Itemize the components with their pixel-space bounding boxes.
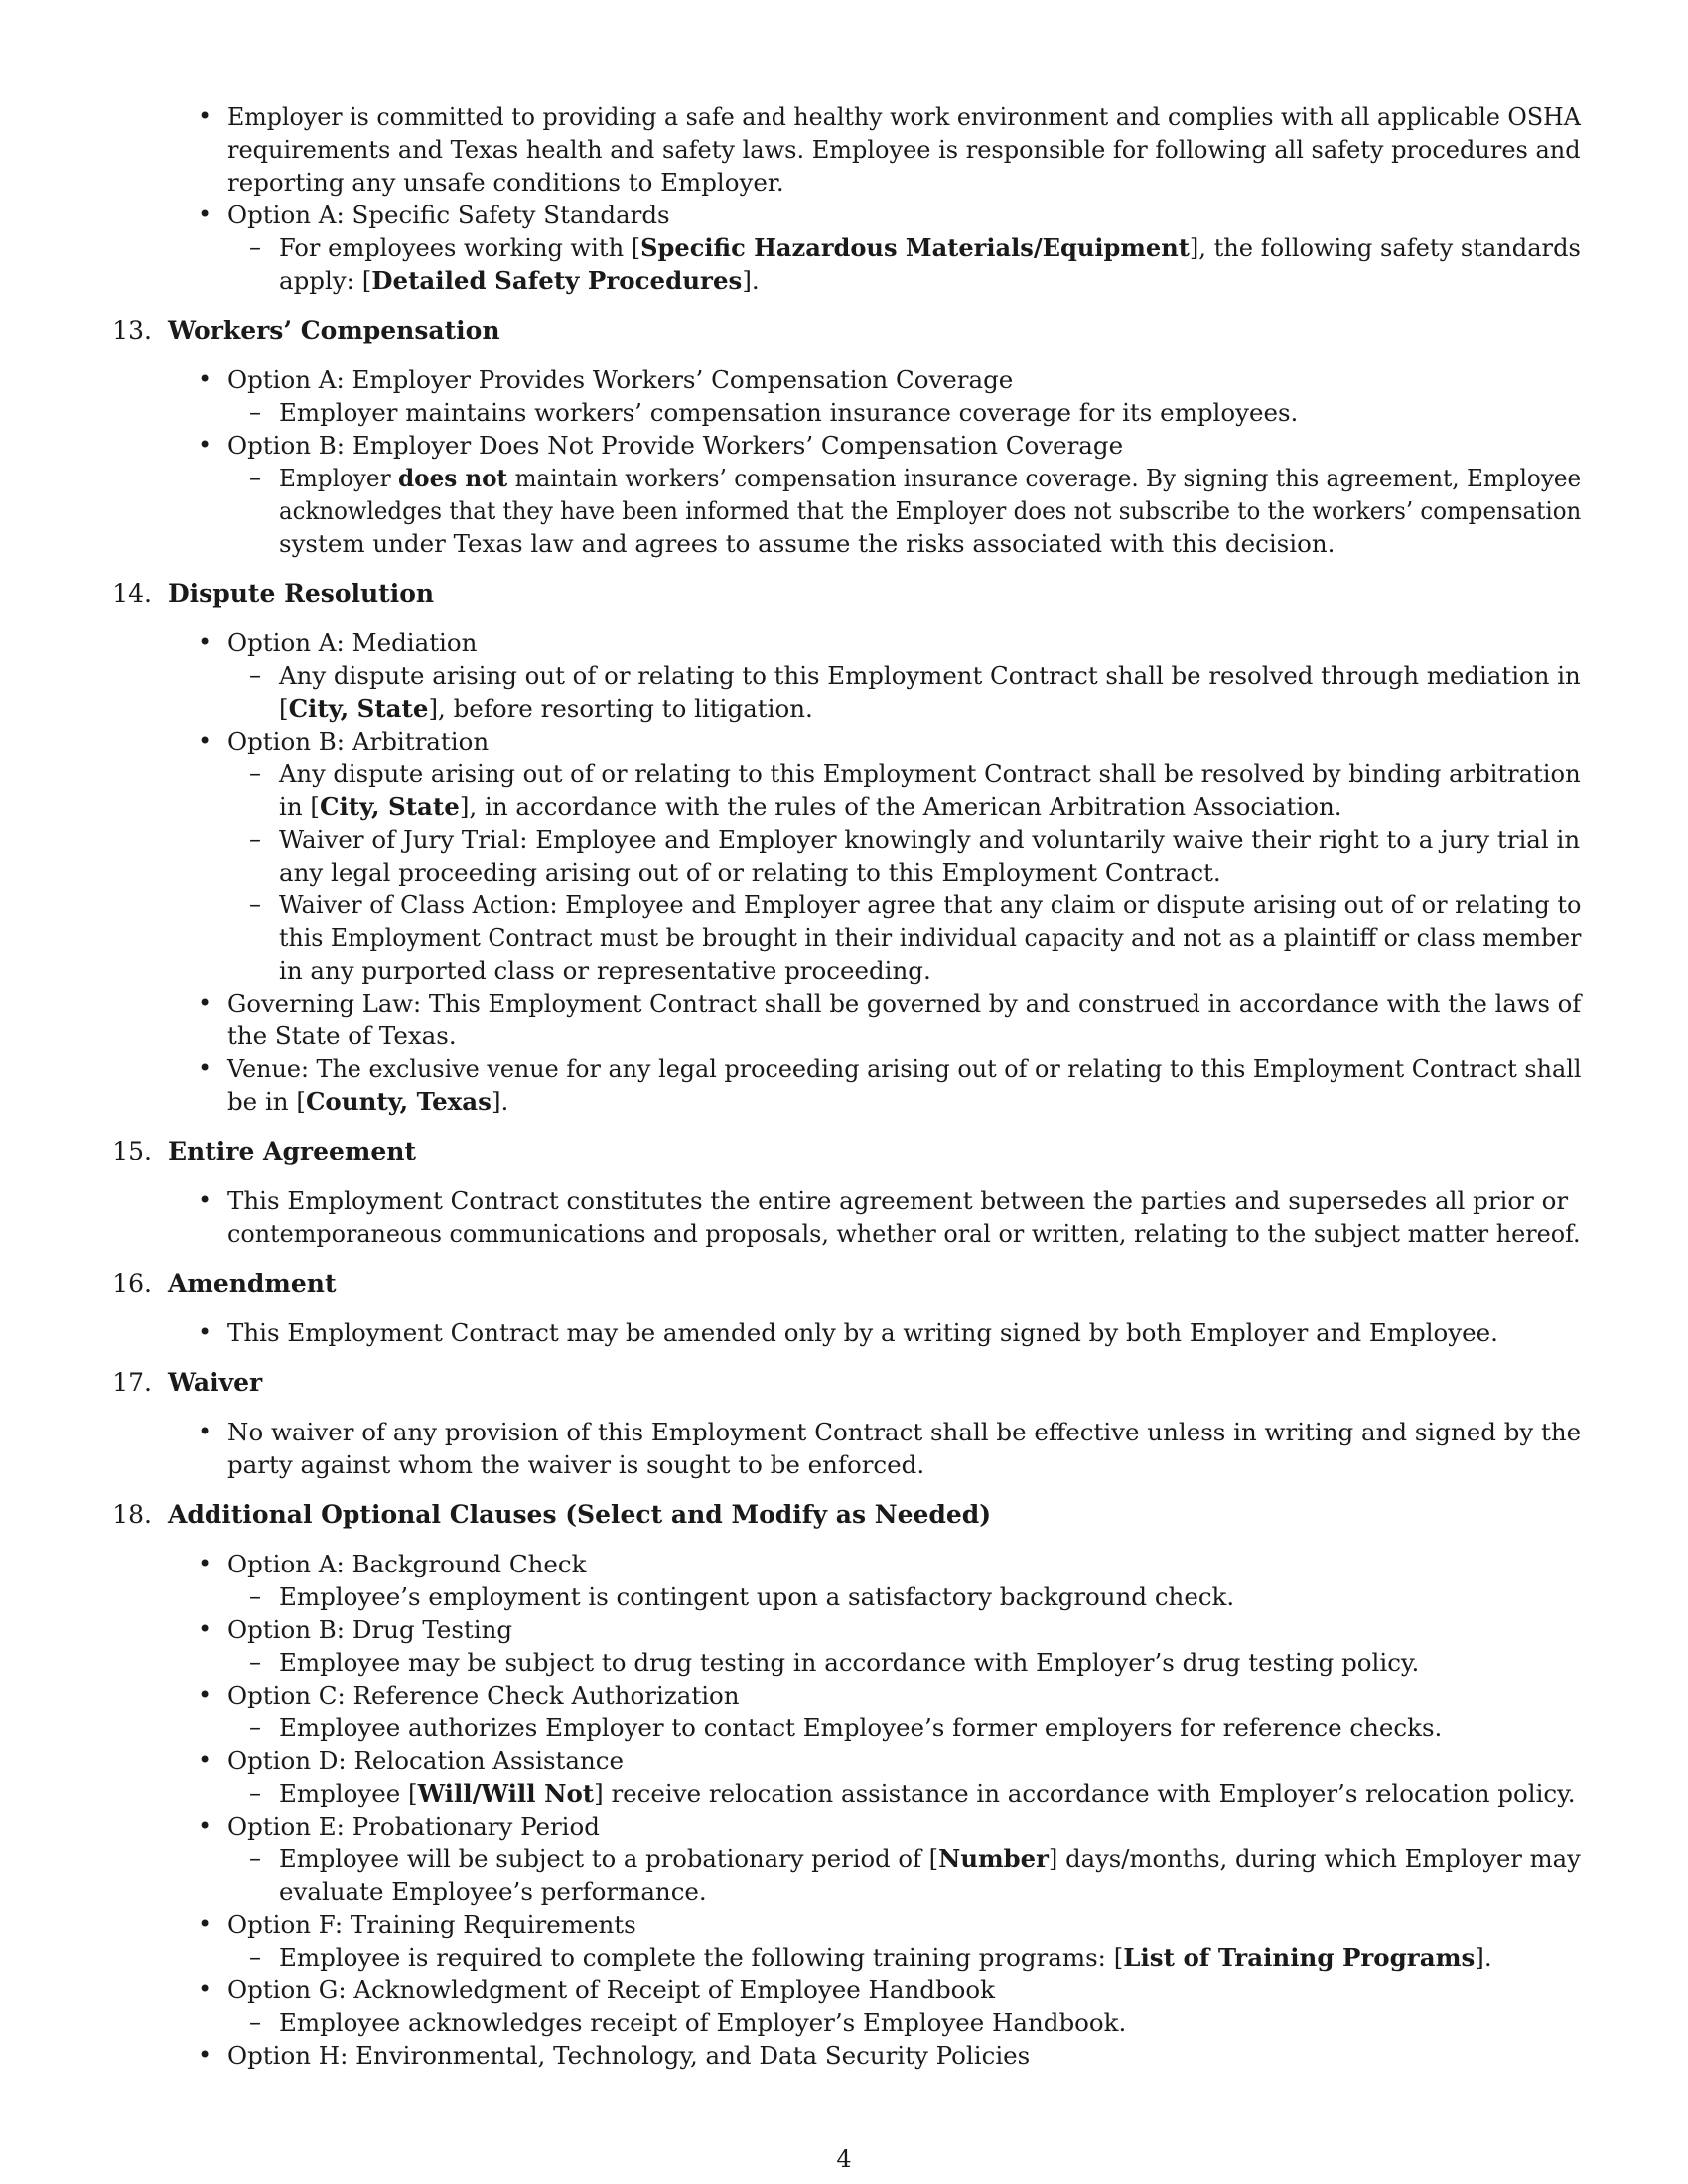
option-label: Option D: Relocation Assistance: [227, 1746, 625, 1775]
paragraph-line: Venue: The exclusive venue for any legal proceeding arising out of or relating to this Employment Contract shall: [227, 1054, 1582, 1083]
option-text: [City, State], before resorting to litigation.: [279, 694, 813, 723]
dash: –: [249, 1779, 261, 1807]
dash: –: [249, 233, 261, 261]
option-label: Option A: Employer Provides Workers’ Compensation Coverage: [227, 365, 1014, 394]
bullet: •: [198, 201, 212, 228]
paragraph-line: the State of Texas.: [227, 1022, 457, 1050]
section-heading: Dispute Resolution: [168, 579, 435, 608]
paragraph-line: This Employment Contract may be amended only by a writing signed by both Employer and Employee.: [227, 1318, 1498, 1347]
bullet: •: [198, 431, 212, 459]
bullet: •: [198, 1746, 212, 1774]
placeholder-field: Will/Will Not: [417, 1779, 595, 1808]
bullet: •: [198, 365, 212, 393]
section-heading: Waiver: [168, 1368, 263, 1397]
bullet: •: [198, 1910, 212, 1938]
option-text: Employer does not maintain workers’ compensation insurance coverage. By signing this agreement, Employee: [279, 464, 1582, 492]
placeholder-field: City, State: [288, 694, 429, 723]
paragraph-line: Employer is committed to providing a safe and healthy work environment and complies with all applicable OSHA: [227, 102, 1581, 131]
dash: –: [249, 759, 261, 787]
bullet: •: [198, 1054, 212, 1082]
section-number: 14.: [112, 579, 152, 608]
bullet: •: [198, 1550, 212, 1577]
option-text: Any dispute arising out of or relating to this Employment Contract shall be resolved through mediation in: [279, 661, 1581, 690]
option-text: Any dispute arising out of or relating to this Employment Contract shall be resolved by binding arbitration: [279, 759, 1581, 788]
bullet: •: [198, 1976, 212, 2003]
bullet: •: [198, 1615, 212, 1643]
option-text: Employee may be subject to drug testing in accordance with Employer’s drug testing policy.: [279, 1648, 1420, 1677]
placeholder-field: Specific Hazardous Materials/Equipment: [640, 233, 1190, 262]
option-text: Employee is required to complete the following training programs: [List of Training Programs].: [279, 1943, 1492, 1972]
paragraph-line: No waiver of any provision of this Employment Contract shall be effective unless in writing and signed by the: [227, 1418, 1582, 1446]
bullet: •: [198, 1681, 212, 1708]
option-text: apply: [Detailed Safety Procedures].: [279, 266, 760, 295]
section-number: 18.: [112, 1500, 152, 1529]
option-text: Employee acknowledges receipt of Employer’s Employee Handbook.: [279, 2008, 1127, 2037]
paragraph-line: party against whom the waiver is sought to be enforced.: [227, 1450, 925, 1479]
placeholder-field: County, Texas: [305, 1087, 492, 1116]
section-number: 13.: [112, 316, 152, 344]
option-text: Employee’s employment is contingent upon a satisfactory background check.: [279, 1582, 1235, 1611]
dash: –: [249, 1713, 261, 1741]
option-label: Option B: Arbitration: [227, 727, 490, 755]
option-text: evaluate Employee’s performance.: [279, 1877, 707, 1906]
dash: –: [249, 398, 261, 426]
bullet: •: [198, 989, 212, 1017]
dash: –: [249, 890, 261, 918]
bullet: •: [198, 2041, 212, 2069]
bullet: •: [198, 1186, 212, 1214]
option-label: Option F: Training Requirements: [227, 1910, 636, 1939]
option-label: Option B: Employer Does Not Provide Workers’ Compensation Coverage: [227, 431, 1124, 460]
dash: –: [249, 661, 261, 689]
section-number: 17.: [112, 1368, 152, 1397]
paragraph-line: be in [County, Texas].: [227, 1087, 509, 1116]
option-label: Option B: Drug Testing: [227, 1615, 513, 1644]
dash: –: [249, 1648, 261, 1676]
option-text: any legal proceeding arising out of or relating to this Employment Contract.: [279, 858, 1221, 887]
placeholder-field: Number: [938, 1844, 1049, 1873]
option-label: Option C: Reference Check Authorization: [227, 1681, 740, 1709]
option-label: Option A: Mediation: [227, 628, 478, 657]
paragraph-line: This Employment Contract constitutes the entire agreement between the parties and supersedes all prior or: [227, 1186, 1569, 1215]
dash: –: [249, 464, 261, 491]
bullet: •: [198, 1812, 212, 1840]
bullet: •: [198, 1418, 212, 1445]
option-text: Employee authorizes Employer to contact Employee’s former employers for reference checks.: [279, 1713, 1443, 1742]
option-text: Waiver of Class Action: Employee and Employer agree that any claim or dispute arising out of or relating to: [279, 890, 1582, 919]
option-label: Option G: Acknowledgment of Receipt of Employee Handbook: [227, 1976, 995, 2004]
option-label: Option H: Environmental, Technology, and Data Security Policies: [227, 2041, 1031, 2070]
placeholder-field: List of Training Programs: [1123, 1943, 1476, 1972]
option-text: acknowledges that they have been informed that the Employer does not subscribe to the workers’ compensation: [279, 496, 1582, 525]
option-text: this Employment Contract must be brought in their individual capacity and not as a plaintiff or class member: [279, 923, 1582, 952]
option-text: in [City, State], in accordance with the rules of the American Arbitration Association.: [279, 792, 1342, 821]
dash: –: [249, 1943, 261, 1971]
option-text: in any purported class or representative proceeding.: [279, 956, 931, 985]
dash: –: [249, 2008, 261, 2036]
option-label: Option A: Background Check: [227, 1550, 587, 1578]
section-heading: Additional Optional Clauses (Select and Modify as Needed): [168, 1500, 992, 1529]
option-text: For employees working with [Specific Hazardous Materials/Equipment], the following safety standards: [279, 233, 1581, 262]
option-text: Employee [Will/Will Not] receive relocation assistance in accordance with Employer’s relocation policy.: [279, 1779, 1576, 1808]
paragraph-line: Governing Law: This Employment Contract shall be governed by and construed in accordance with the laws of: [227, 989, 1582, 1018]
bullet: •: [198, 1318, 212, 1346]
placeholder-field: City, State: [319, 792, 460, 821]
dash: –: [249, 825, 261, 853]
option-text: system under Texas law and agrees to assume the risks associated with this decision.: [279, 529, 1336, 558]
section-heading: Amendment: [168, 1269, 337, 1297]
dash: –: [249, 1582, 261, 1610]
option-text: Waiver of Jury Trial: Employee and Employer knowingly and voluntarily waive their right to a jury trial in: [279, 825, 1581, 854]
option-text: Employee will be subject to a probationary period of [Number] days/months, during which Employer may: [279, 1844, 1581, 1873]
bullet: •: [198, 628, 212, 656]
section-heading: Workers’ Compensation: [168, 316, 500, 344]
emphasis: does not: [398, 464, 508, 492]
bullet: •: [198, 102, 212, 130]
dash: –: [249, 1844, 261, 1872]
option-label: Option E: Probationary Period: [227, 1812, 600, 1841]
section-number: 15.: [112, 1137, 152, 1165]
bullet: •: [198, 727, 212, 754]
paragraph-line: requirements and Texas health and safety laws. Employee is responsible for following all safety procedures and: [227, 135, 1581, 164]
option-text: Employer maintains workers’ compensation insurance coverage for its employees.: [279, 398, 1299, 427]
paragraph-line: reporting any unsafe conditions to Employer.: [227, 168, 784, 197]
section-heading: Entire Agreement: [168, 1137, 416, 1165]
page-number: 4: [836, 2145, 852, 2173]
placeholder-field: Detailed Safety Procedures: [371, 266, 743, 295]
option-label: Option A: Specific Safety Standards: [227, 201, 670, 229]
paragraph-line: contemporaneous communications and proposals, whether oral or written, relating to the subject matter hereof.: [227, 1219, 1581, 1248]
section-number: 16.: [112, 1269, 152, 1297]
